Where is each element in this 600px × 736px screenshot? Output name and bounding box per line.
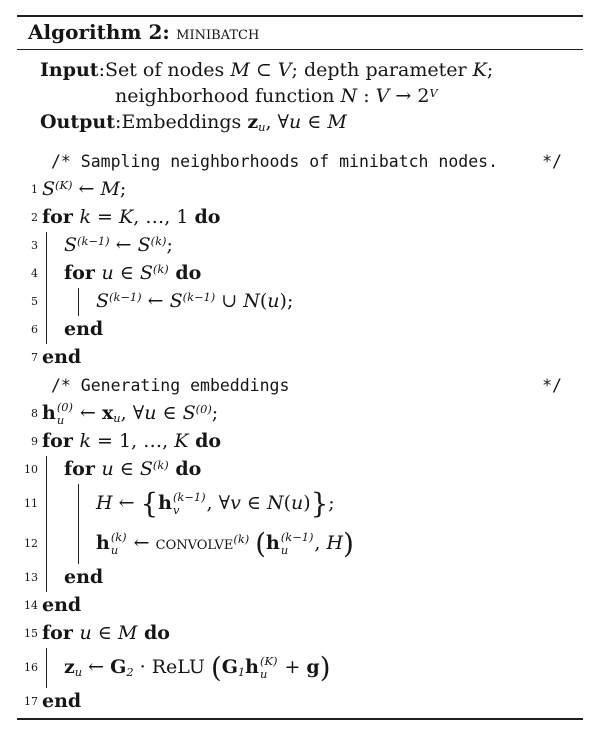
math-seg-cal: H xyxy=(326,531,344,554)
indent-guide xyxy=(46,484,60,524)
comment-row xyxy=(17,148,583,176)
math-seg-kw: end xyxy=(64,565,104,588)
math-seg-t: ∈ xyxy=(301,111,328,134)
math-seg-t: ∈ xyxy=(156,401,183,424)
math-seg-cal: N xyxy=(243,289,260,312)
statement xyxy=(60,318,103,342)
math-superscript: (K) xyxy=(260,653,278,668)
statement xyxy=(38,430,221,454)
math-seg-kw: end xyxy=(42,345,82,368)
io-row xyxy=(40,57,583,83)
code-line xyxy=(17,232,583,260)
math-seg-t: , xyxy=(314,531,327,554)
math-seg-t: ← xyxy=(73,401,102,424)
math-superscript: (k−1) xyxy=(172,489,206,504)
statement xyxy=(60,262,201,286)
math-seg-sc: convolve xyxy=(155,531,234,554)
indent-guide xyxy=(46,524,60,564)
io-label: Output xyxy=(40,111,116,134)
line-number: 14 xyxy=(24,599,38,613)
math-seg-big: ) xyxy=(319,651,331,684)
math-seg-big: ) xyxy=(343,527,354,560)
line-number: 15 xyxy=(24,627,38,641)
math-seg-cal: S xyxy=(42,177,56,200)
math-subsup xyxy=(42,399,74,427)
math-seg-t: ; xyxy=(119,177,127,200)
code-line xyxy=(17,592,583,620)
math-seg-i: u xyxy=(79,621,92,644)
algorithm-title xyxy=(17,17,583,49)
math-seg-t: , ∀ xyxy=(120,401,145,424)
math-seg-i: K xyxy=(119,205,134,228)
code-line xyxy=(17,260,583,288)
line-number: 17 xyxy=(24,695,38,709)
line-number: 8 xyxy=(31,407,38,421)
comment-row xyxy=(17,372,583,400)
math-seg-t: → 2 xyxy=(389,85,430,108)
io-text xyxy=(121,109,346,135)
math-seg-i: u xyxy=(289,111,302,134)
math-subscript: u xyxy=(260,666,268,681)
statement xyxy=(92,527,354,560)
math-base: h xyxy=(96,531,110,554)
statement xyxy=(60,651,331,684)
math-seg-kw: end xyxy=(64,317,104,340)
math-seg-t: ∈ xyxy=(91,621,118,644)
math-subsup xyxy=(96,529,128,557)
io-label: Input xyxy=(40,59,99,81)
indent-guide xyxy=(46,232,60,260)
statement xyxy=(38,178,126,202)
line-number: 4 xyxy=(31,267,38,281)
math-scripts xyxy=(173,491,206,517)
line-number: 16 xyxy=(24,661,38,675)
math-seg-cal: S xyxy=(139,457,153,480)
math-seg-sup: V xyxy=(429,85,438,100)
algorithm-body xyxy=(17,148,583,716)
math-seg-sup: (k−1) xyxy=(182,290,216,305)
math-seg-kw: do xyxy=(188,429,222,452)
math-seg-bf: G xyxy=(110,655,127,678)
code-line xyxy=(17,344,583,372)
code-line xyxy=(17,524,583,564)
io-row xyxy=(40,109,583,135)
math-seg-i: u xyxy=(267,289,280,312)
math-seg-cal: S xyxy=(64,233,78,256)
statement xyxy=(38,206,220,230)
line-number: 11 xyxy=(24,497,38,511)
math-seg-kw: do xyxy=(168,261,202,284)
line-number: 2 xyxy=(31,211,38,225)
comment-line xyxy=(38,376,583,395)
indent-guide xyxy=(78,484,92,524)
comment-text: /* Sampling neighborhoods of minibatch nodes. xyxy=(51,152,499,172)
math-seg-cal: H xyxy=(96,491,113,514)
code-line xyxy=(17,648,583,688)
math-seg-t: ( xyxy=(259,289,268,312)
math-seg-t: = xyxy=(91,205,119,228)
math-seg-i: u xyxy=(291,491,304,514)
code-line xyxy=(17,564,583,592)
code-line xyxy=(17,456,583,484)
math-seg-cal: M xyxy=(327,111,347,134)
math-seg-t: ; xyxy=(486,59,494,81)
code-line xyxy=(17,428,583,456)
math-scripts xyxy=(57,401,73,427)
math-subscript: u xyxy=(280,542,289,557)
math-seg-t: ⊂ xyxy=(249,59,278,81)
statement xyxy=(92,290,293,314)
math-scripts xyxy=(260,655,277,681)
line-number: 12 xyxy=(24,537,38,551)
comment-close: */ xyxy=(542,376,562,396)
math-seg-sup: (k−1) xyxy=(77,234,110,249)
math-seg-bf: G xyxy=(221,655,238,678)
math-seg-i: u xyxy=(101,261,114,284)
code-line xyxy=(17,688,583,716)
math-seg-i: K xyxy=(174,429,189,452)
math-seg-t: ← xyxy=(112,491,141,514)
line-number: 5 xyxy=(31,295,38,309)
math-seg-i: v xyxy=(230,491,241,514)
math-seg-sub: 2 xyxy=(126,664,134,679)
math-seg-big: { xyxy=(140,487,159,520)
math-seg-sub: u xyxy=(258,120,266,135)
math-seg-kw: do xyxy=(194,205,221,228)
math-seg-t: = 1, …, xyxy=(91,429,175,452)
io-text xyxy=(115,83,438,109)
statement xyxy=(38,594,81,618)
math-seg-kw: for xyxy=(64,457,102,480)
math-base: h xyxy=(158,491,172,514)
indent-guide xyxy=(78,288,92,316)
line-number: 13 xyxy=(24,571,38,585)
math-seg-i: K xyxy=(472,59,487,81)
math-seg-bf: z xyxy=(247,111,259,134)
line-number: 3 xyxy=(31,239,38,253)
io-row xyxy=(40,83,583,109)
math-subscript: u xyxy=(110,542,119,557)
statement xyxy=(60,458,201,482)
math-seg-t: ; xyxy=(166,233,173,256)
statement xyxy=(92,487,335,520)
algorithm-number-label: Algorithm 2: xyxy=(28,20,170,44)
math-seg-t: : xyxy=(357,85,376,108)
code-line xyxy=(17,484,583,524)
math-seg-t: ( xyxy=(283,491,292,514)
input-output-block xyxy=(17,50,583,136)
math-seg-t: ∈ xyxy=(240,491,267,514)
indent-guide xyxy=(46,456,60,484)
math-seg-kw: do xyxy=(137,621,170,644)
statement xyxy=(60,234,173,258)
code-line xyxy=(17,400,583,428)
algorithm-name: minibatch xyxy=(176,22,260,44)
code-line xyxy=(17,204,583,232)
line-number: 9 xyxy=(31,435,38,449)
math-seg-sup: (0) xyxy=(195,401,212,416)
code-line xyxy=(17,316,583,344)
math-seg-t: , ∀ xyxy=(265,111,290,134)
comment-text: /* Generating embeddings xyxy=(51,376,290,396)
math-seg-i: k xyxy=(79,205,91,228)
math-seg-t: ; depth parameter xyxy=(291,59,473,81)
math-base: h xyxy=(42,401,56,424)
line-number: 7 xyxy=(31,351,38,365)
math-seg-i: u xyxy=(101,457,114,480)
io-text xyxy=(105,57,493,83)
line-number: 1 xyxy=(31,183,38,197)
math-seg-cal: M xyxy=(117,621,138,644)
math-seg-kw: end xyxy=(42,689,82,712)
math-seg-t: Embeddings xyxy=(121,111,248,134)
math-seg-big: ( xyxy=(210,651,222,684)
math-seg-bf: g xyxy=(306,655,320,678)
math-superscript: (0) xyxy=(56,399,73,414)
math-seg-t: ∈ xyxy=(113,457,140,480)
math-seg-cal: S xyxy=(182,401,196,424)
math-subsup xyxy=(158,489,206,517)
math-base: h xyxy=(265,531,280,554)
math-seg-sup: (k) xyxy=(150,234,167,249)
math-seg-bf: x xyxy=(101,401,114,424)
math-seg-kw: do xyxy=(168,457,202,480)
math-seg-sub: u xyxy=(113,410,121,425)
math-seg-cal: S xyxy=(96,289,110,312)
math-seg-sup: (k) xyxy=(152,262,169,277)
indent-guide xyxy=(46,316,60,344)
math-seg-t: ← xyxy=(109,233,138,256)
comment-close: */ xyxy=(542,152,562,172)
math-superscript: (k−1) xyxy=(280,529,314,544)
indent-guide xyxy=(46,564,60,592)
math-seg-t: ); xyxy=(279,289,294,312)
indent-guide xyxy=(46,288,60,316)
math-seg-t: ; xyxy=(328,491,335,514)
math-seg-cal: N xyxy=(266,491,284,514)
math-seg-t: ← xyxy=(141,289,170,312)
math-seg-sup: (k−1) xyxy=(109,290,142,305)
math-seg-sup: (k) xyxy=(152,458,169,473)
math-seg-t: ← xyxy=(127,531,156,554)
math-seg-kw: for xyxy=(64,261,102,284)
math-seg-big: } xyxy=(310,487,329,520)
math-subsup xyxy=(265,529,314,557)
code-line xyxy=(17,176,583,204)
math-seg-t: neighborhood function xyxy=(115,85,341,108)
math-subscript: u xyxy=(56,412,65,427)
math-seg-i: u xyxy=(144,401,157,424)
math-seg-t: ; xyxy=(211,401,219,424)
math-seg-cal: N xyxy=(340,85,358,108)
math-scripts xyxy=(111,531,127,557)
math-seg-cal: S xyxy=(137,233,151,256)
math-seg-t: ) xyxy=(303,491,311,514)
io-colon: : xyxy=(115,111,122,134)
math-seg-t: , ∀ xyxy=(206,491,231,514)
math-subscript: v xyxy=(172,502,180,517)
indent-guide xyxy=(46,260,60,288)
math-seg-sup: (k) xyxy=(233,531,250,546)
bottom-rule xyxy=(17,718,583,720)
math-subsup xyxy=(245,653,278,681)
code-line xyxy=(17,288,583,316)
math-seg-t: · ReLU xyxy=(133,655,211,678)
math-seg-bf: z xyxy=(64,655,75,678)
math-seg-t: ∈ xyxy=(113,261,140,284)
math-seg-t: ∪ xyxy=(215,289,244,312)
statement xyxy=(38,690,81,714)
math-base: h xyxy=(245,655,259,678)
math-superscript: (k) xyxy=(110,529,127,544)
code-line xyxy=(17,620,583,648)
io-colon: : xyxy=(98,59,105,81)
math-seg-t: Set of nodes xyxy=(104,59,231,81)
math-seg-big: ( xyxy=(255,527,266,560)
statement xyxy=(38,401,218,427)
statement xyxy=(38,622,170,646)
line-number: 6 xyxy=(31,323,38,337)
statement xyxy=(60,566,103,590)
indent-guide xyxy=(46,648,60,688)
math-seg-i: k xyxy=(79,429,91,452)
math-seg-t: ← xyxy=(82,655,111,678)
math-seg-i: S xyxy=(139,261,153,284)
statement xyxy=(38,346,81,370)
math-seg-t: + xyxy=(278,655,307,678)
math-seg-t: , …, 1 xyxy=(133,205,195,228)
math-seg-sub: u xyxy=(74,664,83,679)
math-seg-kw: for xyxy=(42,429,80,452)
math-seg-sub: 1 xyxy=(237,664,246,679)
line-number: 10 xyxy=(24,463,38,477)
math-seg-cal: V xyxy=(375,85,390,108)
math-seg-cal: V xyxy=(277,59,292,81)
math-seg-kw: for xyxy=(42,205,80,228)
math-seg-cal: S xyxy=(169,289,183,312)
math-seg-cal: M xyxy=(230,59,250,81)
math-seg-kw: for xyxy=(42,621,80,644)
indent-guide xyxy=(78,524,92,564)
math-seg-t: ← xyxy=(72,177,101,200)
math-seg-sup: (K) xyxy=(55,178,73,193)
math-seg-cal: M xyxy=(100,177,120,200)
math-seg-kw: end xyxy=(42,593,82,616)
comment-line xyxy=(38,152,583,171)
math-scripts xyxy=(281,531,314,557)
